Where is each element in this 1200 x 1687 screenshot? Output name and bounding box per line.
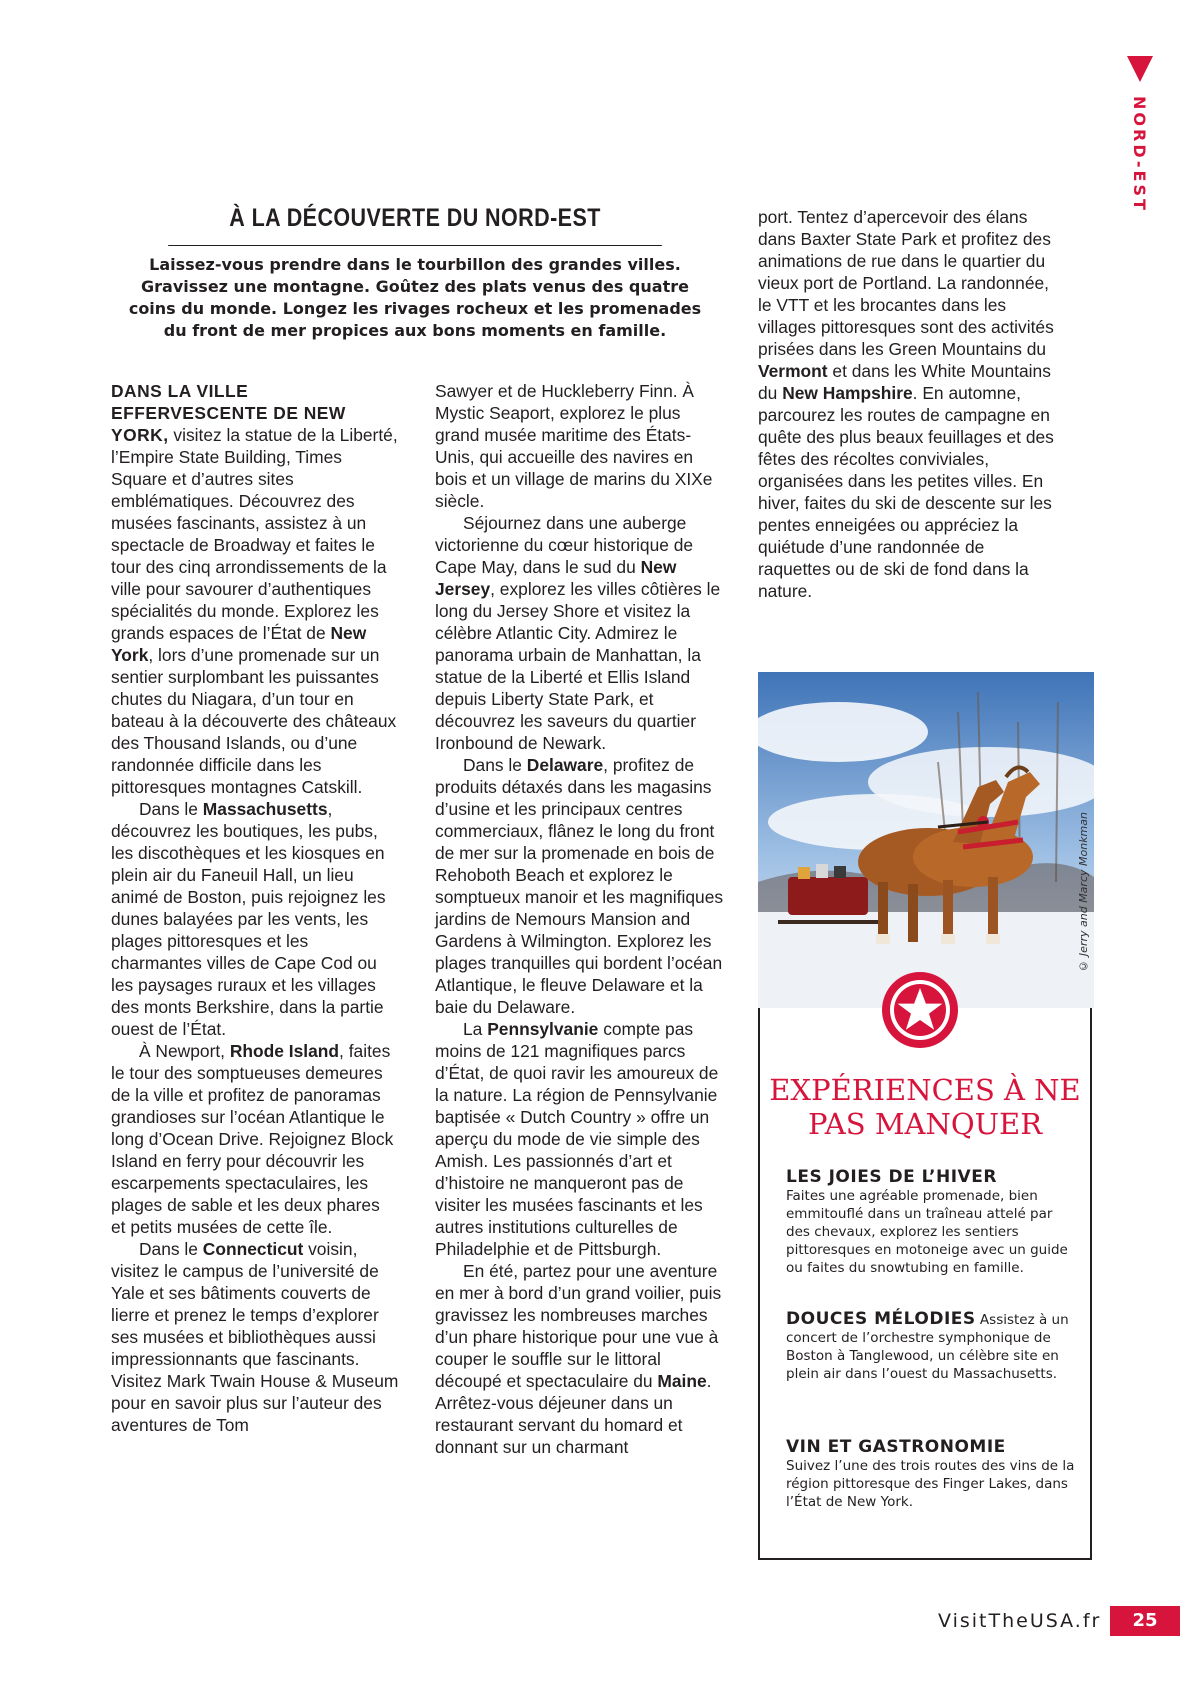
paragraph [435, 1260, 725, 1458]
experience-text: Suivez l’une des trois routes des vins de la région pittoresque des Finger Lakes, dans l’État de New York. [786, 1458, 1075, 1510]
paragraph [111, 798, 399, 1040]
paragraph [111, 1040, 399, 1238]
experience-text: Assistez à un concert de l’orchestre symphonique de Boston à Tanglewood, un célèbre site en plein air dans l’ouest du Massachusetts. [786, 1312, 1069, 1382]
triangle-marker-icon [1127, 56, 1153, 82]
keyword: Maine [657, 1371, 707, 1391]
photo-illustration [758, 672, 1094, 1008]
article-title: À LA DÉCOUVERTE DU NORD-EST [168, 204, 662, 246]
text: , explorez les villes côtières le long du Jersey Shore et visitez la célèbre Atlantic City. Admirez le panorama urbain de Manhattan, la statue de la Liberté et Ellis Island depuis Liberty State Park, et découvrez les saveurs du quartier Ironbound de Newark. [435, 579, 721, 753]
keyword: Massachusetts [202, 799, 328, 819]
paragraph [758, 206, 1058, 602]
text: voisin, visitez le campus de l’université de Yale et ses bâtiments couverts de lierre et prenez le temps d’explorer ses musées et bibliothèques aussi impressionnants que fascinants. Visitez Mark Twain House & Museum pour en savoir plus sur l’auteur des aventures de Tom [111, 1239, 399, 1435]
article-intro: Laissez-vous prendre dans le tourbillon des grandes villes. Gravissez une montagne. Goûtez des plats venus des quatre coins du monde. Longez les rivages rocheux et les promenades du front de mer propices aux bons moments en famille. [128, 255, 702, 340]
lead-in: DANS LA VILLE EFFERVESCENTE DE NEW YORK, [111, 381, 346, 445]
text: et dans les White Mountains du [758, 361, 1051, 403]
keyword: Connecticut [202, 1239, 304, 1259]
text: La [463, 1019, 488, 1039]
keyword: Rhode Island [229, 1041, 340, 1061]
photo-credit: © Jerry and Marcy Monkman [1077, 812, 1090, 973]
text: , découvrez les boutiques, les pubs, les discothèques et les kiosques en plein air du Faneuil Hall, un lieu animé de Boston, puis rejoignez les dunes balayées par les vents, les plages pittoresques et les charmantes villes de Cape Cod ou les paysages ruraux et les villages des monts Berkshire, dans la partie ouest de l’État. [111, 799, 386, 1039]
page-number: 25 [1110, 1606, 1180, 1636]
article-header [128, 204, 702, 246]
paragraph [435, 1018, 725, 1260]
experiences-title: EXPÉRIENCES À NE PAS MANQUER [769, 1073, 1081, 1141]
section-label: NORD-EST [1130, 96, 1149, 213]
text: , profitez de produits détaxés dans les magasins d’usine et les principaux centres commerciaux, flânez le long du front de mer sur la promenade en bois de Rehoboth Beach et explorez le somptueux manoir et les magnifiques jardins de Nemours Mansion and Gardens à Wilmington. Explorez les plages tranquilles qui bordent l’océan Atlantique, le fleuve Delaware et la baie du Delaware. [435, 755, 724, 1017]
paragraph [435, 754, 725, 1018]
star-badge-icon [880, 970, 960, 1050]
experience-item [786, 1168, 1076, 1277]
keyword: New Hampshire [782, 383, 913, 403]
experience-title: DOUCES MÉLODIES [786, 1309, 976, 1329]
text: port. Tentez d’apercevoir des élans dans Baxter State Park et profitez des animations de rue dans le quartier du vieux port de Portland. La randonnée, le VTT et les brocantes dans les villages pittoresques sont des activités prisées dans les Green Mountains du [758, 207, 1054, 359]
text: Séjournez dans une auberge victorienne du cœur historique de Cape May, dans le sud du [435, 513, 694, 577]
text: Dans le [463, 755, 527, 775]
keyword: Delaware [526, 755, 604, 775]
experience-item [786, 1438, 1076, 1511]
experience-text: Faites une agréable promenade, bien emmitouflé dans un traîneau attelé par des chevaux, explorez les sentiers pittoresques en motoneige avec un guide ou faites du snowtubing en famille. [786, 1188, 1068, 1276]
experience-title: VIN ET GASTRONOMIE [786, 1437, 1006, 1457]
text: . Arrêtez-vous déjeuner dans un restaurant servant du homard et donnant sur un charmant [435, 1371, 712, 1457]
paragraph [111, 380, 399, 798]
paragraph [111, 1238, 399, 1436]
text: . En automne, parcourez les routes de campagne en quête des plus beaux feuillages et des fêtes des récoltes conviviales, organisées dans les petites villes. En hiver, faites du ski de descente sur les pentes enneigées ou appréciez la quiétude d’une randonnée de raquettes ou de ski de fond dans la nature. [758, 383, 1054, 601]
horse-sleigh-photo [758, 672, 1094, 1008]
paragraph: Sawyer et de Huckleberry Finn. À Mystic Seaport, explorez le plus grand musée maritime des États-Unis, qui accueille des navires en bois et un village de marins du XIXe siècle. [435, 381, 713, 511]
text: À Newport, [139, 1041, 230, 1061]
text: compte pas moins de 121 magnifiques parcs d’État, de quoi ravir les amoureux de la nature. La région de Pennsylvanie baptisée « Dutch Country » offre un aperçu du mode de vie simple des Amish. Les passionnés d’art et d’histoire ne manqueront pas de visiter les musées fascinants et les autres institutions culturelles de Philadelphie et de Pittsburgh. [435, 1019, 719, 1259]
text: , lors d’une promenade sur un sentier surplombant les puissantes chutes du Niagara, d’un tour en bateau à la découverte des châteaux des Thousand Islands, ou d’une randonnée difficile dans les pittoresques montagnes Catskill. [111, 645, 397, 797]
footer-site: VisitTheUSA.fr [938, 1610, 1102, 1632]
text: En été, partez pour une aventure en mer à bord d’un grand voilier, puis gravissez les nombreuses marches d’un phare historique pour une vue à couper le souffle sur le littoral découpé et spectaculaire du [435, 1261, 722, 1391]
article-column-2 [435, 380, 725, 1458]
article-column-1 [111, 380, 399, 1436]
keyword: Vermont [758, 361, 828, 381]
experience-title: LES JOIES DE L’HIVER [786, 1167, 997, 1187]
text: Dans le [139, 1239, 203, 1259]
keyword: New Jersey [435, 557, 677, 599]
paragraph [435, 512, 725, 754]
section-tab [1126, 56, 1154, 213]
text: visitez la statue de la Liberté, l’Empire State Building, Times Square et d’autres sites emblématiques. Découvrez des musées fascinants, assistez à un spectacle de Broadway et faites le tour des cinq arrondissements de la ville pour savourer d’authentiques spécialités du monde. Explorez les grands espaces de l’État de [111, 425, 398, 643]
text: , faites le tour des somptueuses demeures de la ville et profitez de panoramas grandioses sur l’océan Atlantique le long d’Ocean Drive. Rejoignez Block Island en ferry pour découvrir les escarpements spectaculaires, les plages de sable et les deux phares et petits musées de cette île. [111, 1041, 394, 1237]
article-column-3 [758, 206, 1058, 602]
text: Dans le [139, 799, 203, 819]
keyword: Pennsylvanie [487, 1019, 599, 1039]
experiences-box [758, 1008, 1092, 1560]
keyword: New York [111, 623, 367, 665]
experience-item [786, 1310, 1076, 1383]
